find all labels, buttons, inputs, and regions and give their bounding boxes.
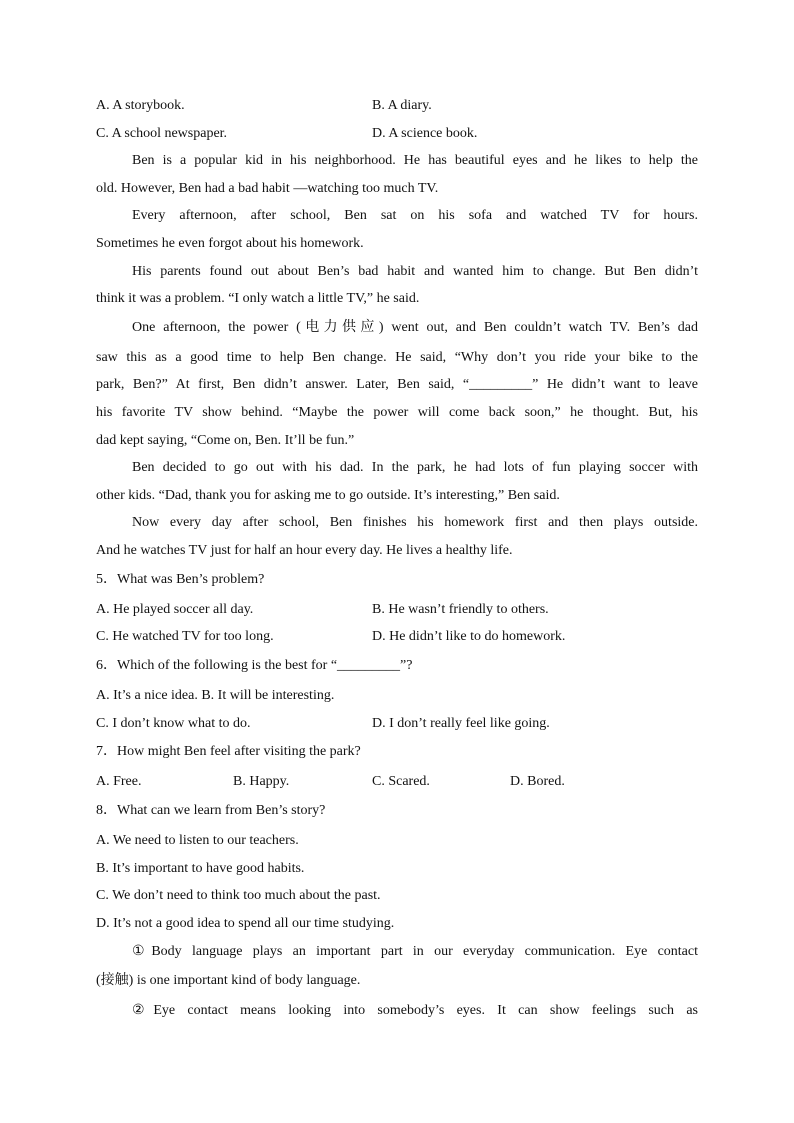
question-7-stem: 7．How might Ben feel after visiting the park? — [96, 744, 361, 759]
q5-option-c: C. He watched TV for too long. — [96, 629, 274, 644]
passage-p6-line2: And he watches TV just for half an hour every day. He lives a healthy life. — [96, 543, 513, 558]
q6-option-d: D. I don’t really feel like going. — [372, 716, 550, 731]
passage-p4-line4: his favorite TV show behind. “Maybe the power will come back soon,” he thought. But, his — [96, 405, 698, 420]
passage-p3-line1: His parents found out about Ben’s bad habit and wanted him to change. But Ben didn’t — [132, 264, 698, 279]
q4-option-b: B. A diary. — [372, 98, 432, 113]
q4-option-d: D. A science book. — [372, 126, 478, 141]
passage-p4-line2: saw this as a good time to help Ben change. He said, “Why don’t you ride your bike to the — [96, 350, 698, 365]
q4-option-c: C. A school newspaper. — [96, 126, 228, 141]
passage-p5-line2: other kids. “Dad, thank you for asking me to go outside. It’s interesting,” Ben said. — [96, 488, 560, 503]
question-8-stem: 8．What can we learn from Ben’s story? — [96, 803, 326, 818]
passage2-p2-line1: ②Eye contact means looking into somebody’s eyes. It can show feelings such as — [132, 1003, 698, 1018]
q4-option-a: A. A storybook. — [96, 98, 185, 113]
q5-option-d: D. He didn’t like to do homework. — [372, 629, 566, 644]
passage-p6-line1: Now every day after school, Ben finishes his homework first and then plays outside. — [132, 515, 698, 530]
passage-p4-line3: park, Ben?” At first, Ben didn’t answer. Later, Ben said, “_________” He didn’t want to leave — [96, 377, 698, 392]
passage-p4-line1: One afternoon, the power (电力供应) went out, and Ben couldn’t watch TV. Ben’s dad — [132, 320, 698, 335]
q5-option-b: B. He wasn’t friendly to others. — [372, 602, 549, 617]
passage-p1-line2: old. However, Ben had a bad habit —watching too much TV. — [96, 181, 439, 196]
passage-p2-line2: Sometimes he even forgot about his homework. — [96, 236, 364, 251]
passage-p4-line5: dad kept saying, “Come on, Ben. It’ll be fun.” — [96, 433, 355, 448]
passage2-p1-line2: (接触) is one important kind of body language. — [96, 973, 361, 988]
passage-p1-line1: Ben is a popular kid in his neighborhood. He has beautiful eyes and he likes to help the — [132, 153, 698, 168]
passage-p2-line1: Every afternoon, after school, Ben sat on his sofa and watched TV for hours. — [132, 208, 698, 223]
q7-option-d: D. Bored. — [510, 774, 565, 789]
q7-option-a: A. Free. — [96, 774, 142, 789]
q5-option-a: A. He played soccer all day. — [96, 602, 254, 617]
q8-option-a: A. We need to listen to our teachers. — [96, 833, 299, 848]
question-5-stem: 5．What was Ben’s problem? — [96, 572, 265, 587]
q7-option-b: B. Happy. — [233, 774, 290, 789]
question-6-stem: 6．Which of the following is the best for “_________”? — [96, 658, 413, 673]
q8-option-b: B. It’s important to have good habits. — [96, 861, 305, 876]
passage2-p1-line1: ①Body language plays an important part in our everyday communication. Eye contact — [132, 944, 698, 959]
passage-p5-line1: Ben decided to go out with his dad. In the park, he had lots of fun playing soccer with — [132, 460, 698, 475]
passage-p3-line2: think it was a problem. “I only watch a little TV,” he said. — [96, 291, 420, 306]
q7-option-c: C. Scared. — [372, 774, 430, 789]
q8-option-d: D. It’s not a good idea to spend all our time studying. — [96, 916, 395, 931]
q6-option-ab: A. It’s a nice idea. B. It will be interesting. — [96, 688, 335, 703]
q8-option-c: C. We don’t need to think too much about the past. — [96, 888, 381, 903]
q6-option-c: C. I don’t know what to do. — [96, 716, 251, 731]
